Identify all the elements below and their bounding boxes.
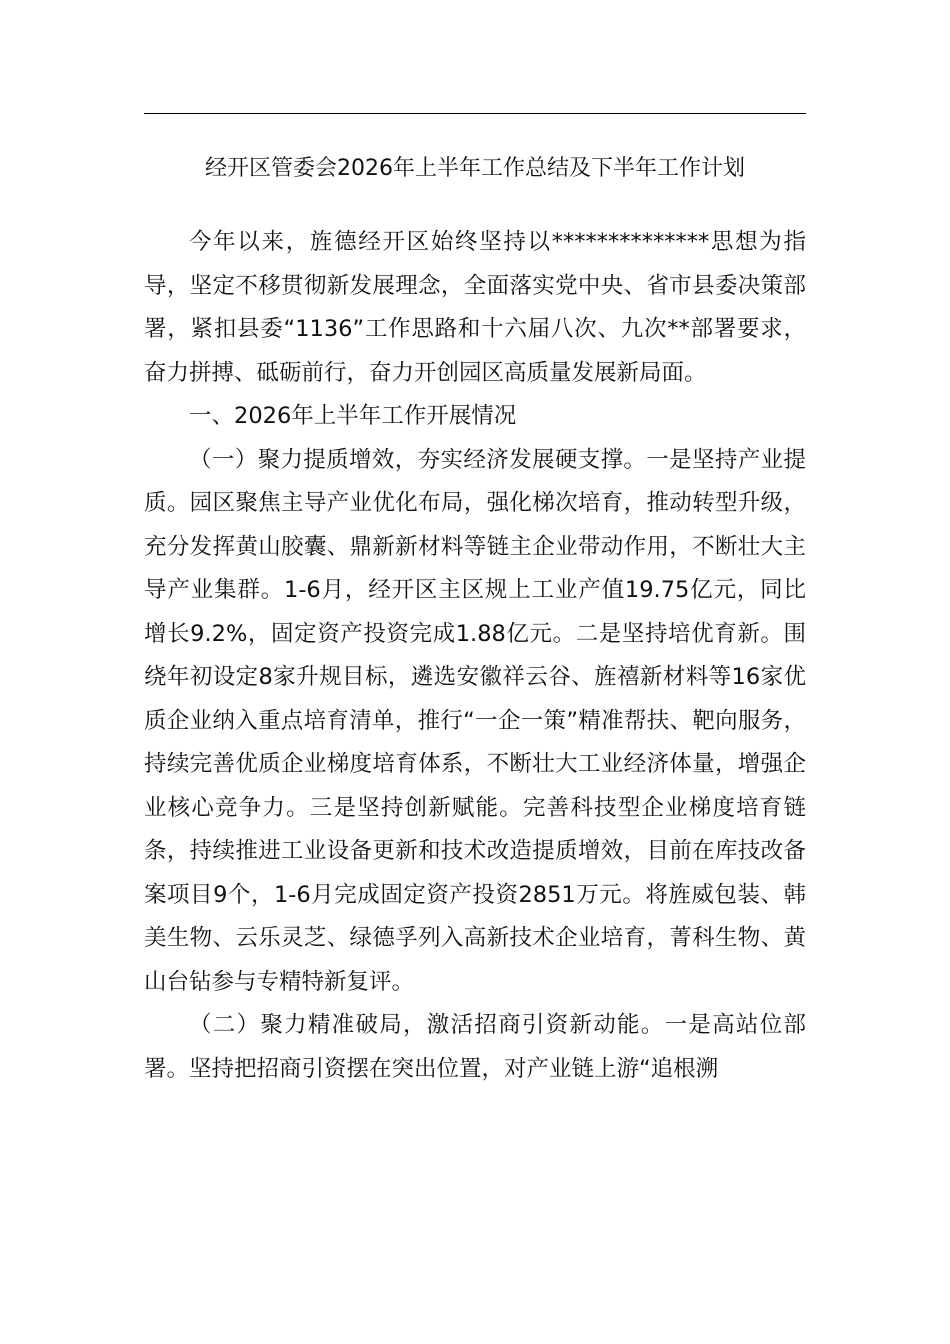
intro-paragraph: 今年以来，旌德经开区始终坚持以**************思想为指导，坚定不移贯彻新发展理念，全面落实党中央、省市县委决策部署，紧扣县委“1136”工作思路和十六届八次、九次**部署要求，奋力拼搏、砥砺前行，奋力开创园区高质量发展新局面。 [144, 229, 806, 386]
document-body [144, 221, 806, 1091]
section-paragraph-1: （一）聚力提质增效，夯实经济发展硬支撑。一是坚持产业提质。园区聚焦主导产业优化布局，强化梯次培育，推动转型升级，充分发挥黄山胶囊、鼎新新材料等链主企业带动作用，不断壮大主导产业集群。1-6月，经开区主区规上工业产值19.75亿元，同比增长9.2%，固定资产投资完成1.88亿元。二是坚持培优育新。围绕年初设定8家升规目标，遴选安徽祥云谷、旌禧新材料等16家优质企业纳入重点培育清单，推行“一企一策”精准帮扶、靶向服务，持续完善优质企业梯度培育体系，不断壮大工业经济体量，增强企业核心竞争力。三是坚持创新赋能。完善科技型企业梯度培育链条，持续推进工业设备更新和技术改造提质增效，目前在库技改备案项目9个，1-6月完成固定资产投资2851万元。将旌威包装、韩美生物、云乐灵芝、绿德孚列入高新技术企业培育，菁科生物、黄山台钻参与专精特新复评。 [144, 446, 806, 995]
document-title: 经开区管委会2026年上半年工作总结及下半年工作计划 [205, 156, 745, 181]
section-heading: 一、2026年上半年工作开展情况 [189, 403, 517, 429]
header-rule [144, 113, 806, 114]
section-paragraph-2: （二）聚力精准破局，激活招商引资新动能。一是高站位部署。坚持把招商引资摆在突出位置，对产业链上游“追根溯 [144, 1012, 806, 1082]
